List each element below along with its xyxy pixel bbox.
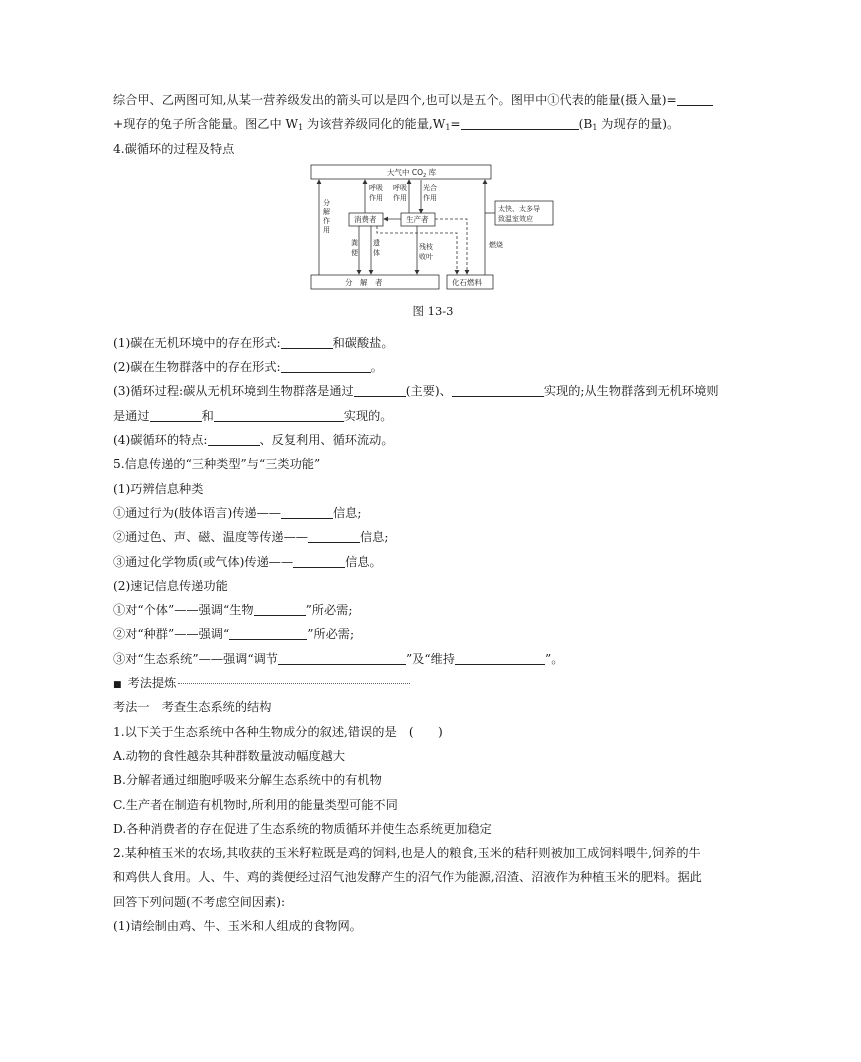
answer-blank	[214, 408, 344, 422]
question-text: 信息。	[345, 554, 382, 569]
question-2-line-3: 回答下列问题(不考虑空间因素):	[113, 894, 286, 909]
dotted-rule	[178, 683, 410, 684]
subscript: 1	[445, 123, 451, 133]
practice-header	[113, 671, 753, 695]
option-c: C.生产者在制造有机物时,所利用的能量类型可能不同	[113, 797, 398, 812]
remains-char: 体	[373, 248, 380, 257]
figure-caption: 图 13-3	[412, 303, 454, 318]
decomposer-label: 分 解 者	[345, 277, 383, 287]
info-type-1	[113, 501, 753, 525]
answer-blank	[455, 651, 545, 665]
answer-blank	[308, 529, 360, 543]
intro-line-2	[113, 112, 753, 136]
answer-blank	[452, 383, 544, 397]
s5-heading-1: (1)巧辨信息种类	[113, 481, 204, 496]
question-text: ②通过色、声、磁、温度等传递——	[113, 530, 308, 545]
question-text: 信息;	[360, 530, 389, 545]
feces-char: 便	[351, 248, 358, 257]
info-type-2	[113, 525, 753, 549]
section-5-title: 5.信息传递的“三种类型”与“三类功能”	[113, 457, 321, 472]
decomp-char: 作	[323, 216, 330, 225]
litter-label: 败叶	[419, 252, 433, 261]
decomp-char: 解	[323, 207, 330, 216]
question-text: (4)碳循环的特点:	[113, 433, 208, 448]
info-type-3	[113, 550, 753, 574]
respiration-label: 作用	[393, 193, 407, 202]
respiration-label: 呼吸	[393, 183, 407, 192]
question-text: 信息;	[332, 505, 362, 520]
document-page	[113, 88, 753, 938]
info-func-2	[113, 622, 753, 646]
question-text: 和	[201, 408, 214, 423]
info-func-3	[113, 647, 753, 671]
question-text: ③对“生态系统”——强调“调节	[113, 651, 278, 666]
intro-text: 为该营养级同化的能量,W	[303, 117, 446, 132]
answer-blank	[281, 359, 371, 373]
decomp-char: 分	[323, 198, 330, 207]
question-text: ①通过行为(肢体语言)传递——	[113, 505, 281, 520]
answer-blank	[677, 92, 713, 106]
question-text: 实现的。	[343, 408, 393, 423]
intro-text: (B	[578, 117, 593, 132]
q4-2	[113, 355, 753, 379]
question-text: (3)循环过程:碳从无机环境到生物群落是通过	[113, 384, 354, 399]
greenhouse-label-1: 太快、太多导	[498, 204, 540, 213]
producer-label: 生产者	[406, 214, 429, 224]
question-2-line-1: 2.某种植玉米的农场,其收获的玉米籽粒既是鸡的饲料,也是人的粮食,玉米的秸秆则被加工成饲料喂牛,饲养的牛	[113, 846, 701, 861]
q4-3-cont	[113, 404, 753, 428]
subscript: 1	[592, 123, 598, 133]
answer-blank	[281, 505, 333, 519]
question-text: 是通过	[113, 408, 150, 423]
answer-blank	[354, 383, 406, 397]
square-bullet-icon: ■	[113, 680, 122, 691]
section-4-title: 4.碳循环的过程及特点	[113, 141, 235, 156]
producer-fossil-dashed-arrow	[435, 219, 467, 274]
question-text: ”所必需;	[305, 603, 353, 618]
question-text: 。	[370, 360, 383, 375]
photosynthesis-label: 光合	[423, 183, 437, 192]
option-a: A.动物的食性越杂其种群数量波动幅度越大	[113, 748, 346, 763]
question-text: ”。	[544, 651, 564, 666]
photosynthesis-label: 作用	[423, 193, 437, 202]
answer-blank	[293, 554, 345, 568]
question-text: ②对“种群”——强调“	[113, 627, 230, 642]
consumer-label: 消费者	[354, 214, 377, 224]
feces-char: 粪	[351, 238, 358, 247]
option-d: D.各种消费者的存在促进了生态系统的物质循环并使生态系统更加稳定	[113, 821, 492, 836]
answer-blank	[278, 651, 406, 665]
question-1: 1.以下关于生态系统中各种生物成分的叙述,错误的是 ( )	[113, 724, 443, 739]
carbon-cycle-figure	[113, 161, 753, 331]
answer-blank	[229, 626, 307, 640]
answer-blank	[208, 432, 260, 446]
intro-text: =	[450, 117, 461, 132]
respiration-label: 作用	[369, 193, 383, 202]
question-text: (1)碳在无机环境中的存在形式:	[113, 335, 281, 350]
greenhouse-label-2: 致温室效应	[498, 214, 533, 223]
question-text: (2)碳在生物群落中的存在形式:	[113, 360, 281, 375]
question-text: ”所必需;	[307, 627, 355, 642]
question-2-part-1: (1)请绘制由鸡、牛、玉米和人组成的食物网。	[113, 919, 362, 934]
answer-blank	[281, 335, 333, 349]
question-text: ”及“维持	[405, 651, 455, 666]
carbon-cycle-diagram	[309, 163, 559, 299]
question-text: ③通过化学物质(或气体)传递——	[113, 554, 294, 569]
q4-1	[113, 331, 753, 355]
question-text: 和碳酸盐。	[332, 335, 394, 350]
intro-text: 综合甲、乙两图可知,从某一营养级发出的箭头可以是四个,也可以是五个。图甲中①代表的能量(摄入量)=	[113, 93, 677, 107]
question-text: ①对“个体”——强调“生物	[113, 603, 254, 618]
question-text: 、反复利用、循环流动。	[259, 433, 394, 448]
question-text: (主要)、	[405, 384, 452, 399]
intro-line-1	[113, 88, 753, 112]
subscript: 1	[298, 123, 304, 133]
intro-text: +现存的兔子所含能量。图乙中 W	[113, 117, 299, 132]
intro-text: 为现存的量)。	[597, 117, 680, 132]
practice-title: 考法提炼	[127, 676, 177, 691]
question-2-line-2: 和鸡供人食用。人、牛、鸡的粪便经过沼气池发酵产生的沼气作为能源,沼渣、沼液作为种植玉米的肥料。据此	[113, 870, 702, 885]
answer-blank	[150, 408, 202, 422]
atmosphere-label: 大气中 $CO_2$ 库	[387, 167, 437, 179]
fossil-fuel-label: 化石燃料	[452, 277, 482, 287]
info-func-1	[113, 598, 753, 622]
decomp-char: 用	[323, 225, 330, 234]
combustion-label: 燃烧	[489, 240, 503, 249]
question-text: 实现的;从生物群落到无机环境则	[543, 384, 719, 399]
respiration-label: 呼吸	[369, 183, 383, 192]
option-b: B.分解者通过细胞呼吸来分解生态系统中的有机物	[113, 773, 382, 788]
q4-3	[113, 379, 753, 403]
answer-blank	[254, 602, 306, 616]
method-title: 考法一 考查生态系统的结构	[113, 700, 272, 715]
q4-4	[113, 428, 753, 452]
remains-char: 遗	[373, 238, 380, 247]
answer-blank	[461, 116, 579, 130]
s5-heading-2: (2)速记信息传递功能	[113, 578, 228, 593]
litter-label: 残枝	[419, 242, 433, 251]
